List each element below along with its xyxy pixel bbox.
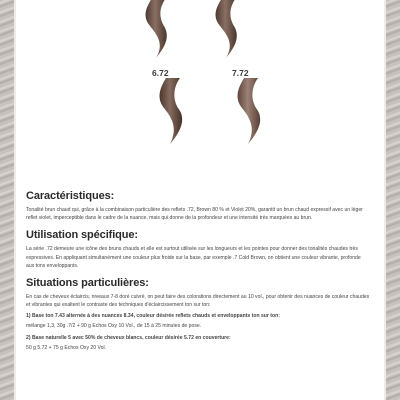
hair-swatch-image xyxy=(152,78,192,144)
hair-swatch-image xyxy=(136,0,176,58)
situation-item-1-heading: 1) Base ton 7.43 alternée à des nuances 8.34, couleur désirée reflets chauds et enveloppants ton sur ton: xyxy=(26,313,280,320)
section-title-utilisation: Utilisation spécifique: xyxy=(26,229,138,242)
situation-item-1-text: mélange 1,3, 30g .7/2 + 90 g Echos Oxy 10 Vol., de 15 à 25 minutes de pose. xyxy=(26,323,202,330)
swatch-label-7-72: 7.72 xyxy=(232,68,249,78)
hair-swatch-image xyxy=(206,0,246,58)
document-page xyxy=(16,0,384,400)
section-intro-situations: En cas de cheveux éclaircis, niveaux 7-8 doré cuivré, on peut faire des colorations directement au 10 vol., pour obtenir des nuances de couleur chaudes et vibrantes qui exaltent le contraste des techniques d'éclaircissement ton sur ton: xyxy=(26,294,370,309)
decorative-border-right xyxy=(386,0,400,400)
situation-item-2-text: 50 g 5.72 + 75 g Echos Oxy 20 Vol. xyxy=(26,345,106,352)
section-text-utilisation: La série .72 demeure une icône des bruns chauds et elle est surtout utilisée sur les longueurs et les pointes pour donner des tonalités chaudes très expressives. En appliquant simultanément une couleur plus froide sur la base, par exemple .7 Cold Brown, on obtient une couleur vibrante, profonde aux tons enveloppants. xyxy=(26,246,361,269)
section-title-caracteristiques: Caractéristiques: xyxy=(26,190,115,202)
section-title-situations: Situations particulières: xyxy=(26,277,149,290)
description-content xyxy=(26,190,370,354)
section-text-caracteristiques: Tonalité brun chaud qui, grâce à la combinaison particulière des reflets .72, Brown 80 % et Violet 20%, garantit un brun chaud expressif avec un léger reflet violet, imperceptible dans le cadre de la nuance, mais qui donne de la profondeur et une intensité très marquées au brun. xyxy=(26,207,363,222)
hair-swatch-6-72 xyxy=(152,78,192,144)
hair-swatch-image xyxy=(230,78,270,144)
hair-swatch xyxy=(136,0,176,58)
swatch-label-6-72: 6.72 xyxy=(152,68,169,78)
hair-swatch xyxy=(206,0,246,58)
hair-swatch-7-72 xyxy=(230,78,270,144)
situation-item-2-heading: 2) Base naturelle 5 avec 50% de cheveux blancs, couleur désirée 5.72 en couverture: xyxy=(26,335,231,342)
decorative-border-left xyxy=(0,0,14,400)
